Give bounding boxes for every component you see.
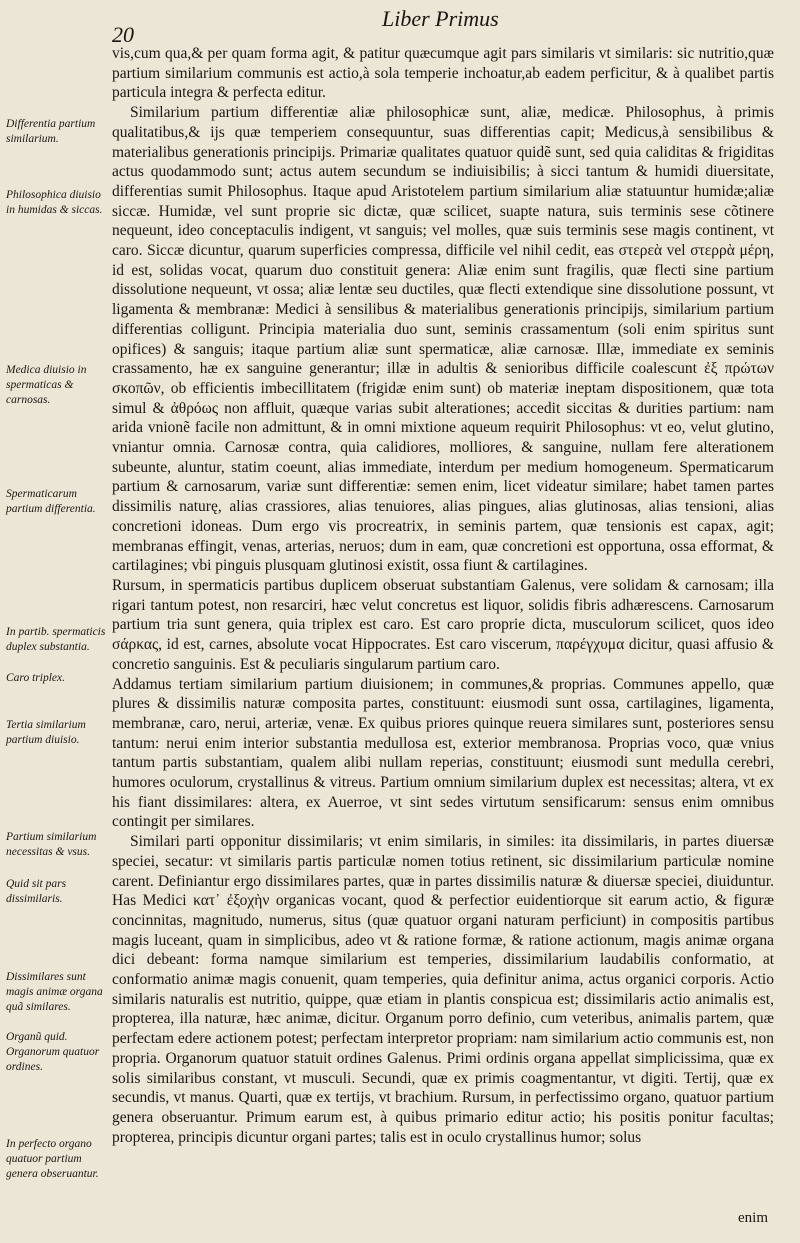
margin-note: Caro triplex. <box>6 672 65 684</box>
paragraph: Rursum, in spermaticis partibus duplicem obseruat substantiam Galenus, vere solidam & carnosam; illa rigari tantum potest, non resarciri, hæc velut concretus est liquor, solidis fibris adhærescens. Carnosarum partium tria sunt genera, quia triplex est caro. Est caro proprie dicta, musculorum scilicet, quos ideo σάρκας, id est, carnes, absolute vocat Hippocrates. Est caro viscerum, παρέγχυμα dicitur, quasi affusio & concretio sanguinis. Est & peculiaris singularum partium caro. <box>112 576 774 673</box>
margin-note: Dissimilares sunt magis animæ organa quã similares. <box>6 971 103 1013</box>
paragraph: vis,cum qua,& per quam forma agit, & patitur quæcumque agit pars similaris vt similaris: sic nutritio,quæ partium similarium communis est actio,à sola temperie inchoatur,ab eadem perficitur, & à qualibet partis particula integra & perfecta editur. <box>112 45 774 102</box>
margin-note: Partium similarium necessitas & vsus. <box>6 831 97 858</box>
margin-note: Organũ quid. <box>6 1031 68 1043</box>
margin-note: Tertia similarium partium diuisio. <box>6 719 86 746</box>
margin-note: Medica diuisio in spermaticas & carnosas. <box>6 364 87 406</box>
margin-note: Differentia partium similarium. <box>6 118 96 145</box>
main-text <box>112 44 774 1147</box>
margin-note: Spermaticarum partium differentia. <box>6 488 96 515</box>
margin-note: In perfecto organo quatuor partium genera obseruantur. <box>6 1138 99 1180</box>
running-title: Liber Primus <box>382 6 499 31</box>
margin-note: Quid sit pars dissimilaris. <box>6 878 67 905</box>
paragraph: Addamus tertiam similarium partium diuisionem; in communes,& proprias. Communes appello, quæ plures & dissimilis naturæ composita partes, constituunt: eiusmodi sunt ossa, cartilagines, ligamenta, membranæ, caro, nerui, arteriæ, venæ. Ex quibus priores quinque reuera similares sunt, posteriores sensu tantum: nerui enim interior substantia medullosa est, exterior membranosa. Proprias voco, quæ vnius tantum partis substantiam, qualem alibi nullam reperias, constituunt; eiusmodi sunt medulla cerebri, humores oculorum, crystallinus & vitreus. Partium omnium similarium duplex est necessitas; altera, vt ex his fiant dissimilares: altera, ex Auerroe, vt sint sedes virtutum sensificarum: sensus enim omnibus contingit per similares. <box>112 675 774 831</box>
margin-note: Organorum quatuor ordines. <box>6 1046 100 1073</box>
margin-note: Philosophica diuisio in humidas & siccas. <box>6 189 103 216</box>
page-number: 20 <box>112 22 134 47</box>
margin-note: In partib. spermaticis duplex substantia. <box>6 626 106 653</box>
paragraph: Similarium partium differentiæ aliæ philosophicæ sunt, aliæ, medicæ. Philosophus, à primis qualitatibus,& ijs quæ temperiem consequuntur, suas differentias capit; Medicus,à sensibilibus & materialibus generationis principijs. Primariæ qualitates quatuor quidẽ sunt, sed quia caliditas & frigiditas actus quodammodo sunt; actus autem secundum se indiuisibilis; à sicci tantum & humidi diuersitate, differentias sumit Philosophus. Itaque apud Aristotelem partium similarium aliæ statuuntur humidæ;aliæ siccæ. Humidæ, vel sunt proprie sic dictæ, quæ scilicet, suapte natura, suis terminis sese cõtinere nequeunt, ideo conceptaculis indigent, vt sanguis; vel molles, quæ suis terminis sese magis continent, vt caro. Siccæ dicuntur, quarum superficies compressa, difficile vel nihil cedit, eas στερεὰ vel στερρὰ μέρη, id est, solidas vocat, quarum duo constituit genera: Aliæ enim sunt fragilis, quæ flecti sine partium dissolutione nequeunt, vt ossa; aliæ lentæ seu ductiles, quæ flecti extendique sine dissolutione possunt, vt ligamenta & membranæ: Medici à sensilibus & materialibus generationis principijs, similarium partium differentias colligunt. Principia materialia duo sunt, seminis crassamentum (soli enim spiritus sunt opifices) & sanguis; itaque partium aliæ sunt spermaticæ, aliæ carnosæ. Illæ, immediate ex seminis crassamento, hæ ex sanguine generantur; illæ in adultis & senioribus difficile coalescunt ἐξ πρώτων σκοπῶν, ob efficientis imbecillitatem (frigidæ enim sunt) ob materiæ ineptam dispositionem, quæ tota simul & ἀθρόως non affluit, quæque varias subit alterationes; accedit siccitas & durities partium: nam arida vnionẽ facile non admittunt, & in omni mixtione aqueum requirit Philosophus: vt eo, velut glutino, vniantur omnia. Carnosæ contra, quia calidiores, molliores, & sanguine, nullam fere alterationem subeunte, aluntur, statim coeunt, alias immediate, interdum per medium homogeneum. Spermaticarum partium & carnosarum, variæ sunt differentiæ: semen enim, licet videatur similare; habet tamen partes dissimilis naturę, alias crassiores, alias tenuiores, alias pingues, alias glutinosas, alias tensioni, alias concretioni idoneas. Dum ergo vis procreatrix, in seminis partem, quæ tensionis est capax, agit; membranas effingit, venas, arterias, neruos; dum in eam, quæ concretioni est opportuna, ossa efformat, & cartilagines; vbi pinguis plusquam glutinosi existit, ossa fiunt & cartilagines. <box>112 104 774 575</box>
catchword: enim <box>738 1210 768 1226</box>
paragraph: Similari parti opponitur dissimilaris; vt enim similaris, in similes: ita dissimilaris, in partes diuersæ speciei, secatur: vt similaris partis particulæ nomen totius retinent, sic dissimilarium particulæ nomine carent. Definiantur ergo dissimilares partes, quæ in partes dissimilis naturæ & diuersæ speciei, diuiduntur. Has Medici κατ᾽ ἐξοχὴν organicas vocant, quod & perfectior euidentiorque sit earum actio, & figuræ concinnitas, magnitudo, numerus, situs (quæ quatuor organi naturam perficiunt) in compositis partibus magis luceant, quam in simplicibus, adeo vt & ratione formæ, & ratione actionum, magis animæ organa dici debeant: forma namque similarium est temperies, dissimilarium laudabilis conformatio, at conformatio animæ magis conuenit, quam temperies, quia definitur anima, actus organici corporis. Actio similaris naturalis est nutritio, quippe, quæ etiam in plantis conspicua est; dissimilaris actio animalis est, propterea, illa naturæ, hæc animæ, dicitur. Organum porro definio, cum veteribus, animalis partem, quæ perfectam edere actionem potest; perfectam interpretor propriam: nam similarium actio communis est, non propria. Organorum quatuor statuit ordines Galenus. Primi ordinis organa appellat simplicissima, quæ ex solis similaribus constant, vt musculi. Secundi, quæ ex primis coagmentantur, vt digiti. Tertij, quæ ex secundis, vt manus. Quarti, quæ ex tertijs, vt brachium. Rursum, in perfectissimo organo, quatuor partium genera obseruantur. Primum earum est, à quibus primario editur actio; his positis ponitur facultas; propterea, principis dicuntur organi partes; talis est in oculo crystallinus humor; solus <box>112 833 774 1146</box>
